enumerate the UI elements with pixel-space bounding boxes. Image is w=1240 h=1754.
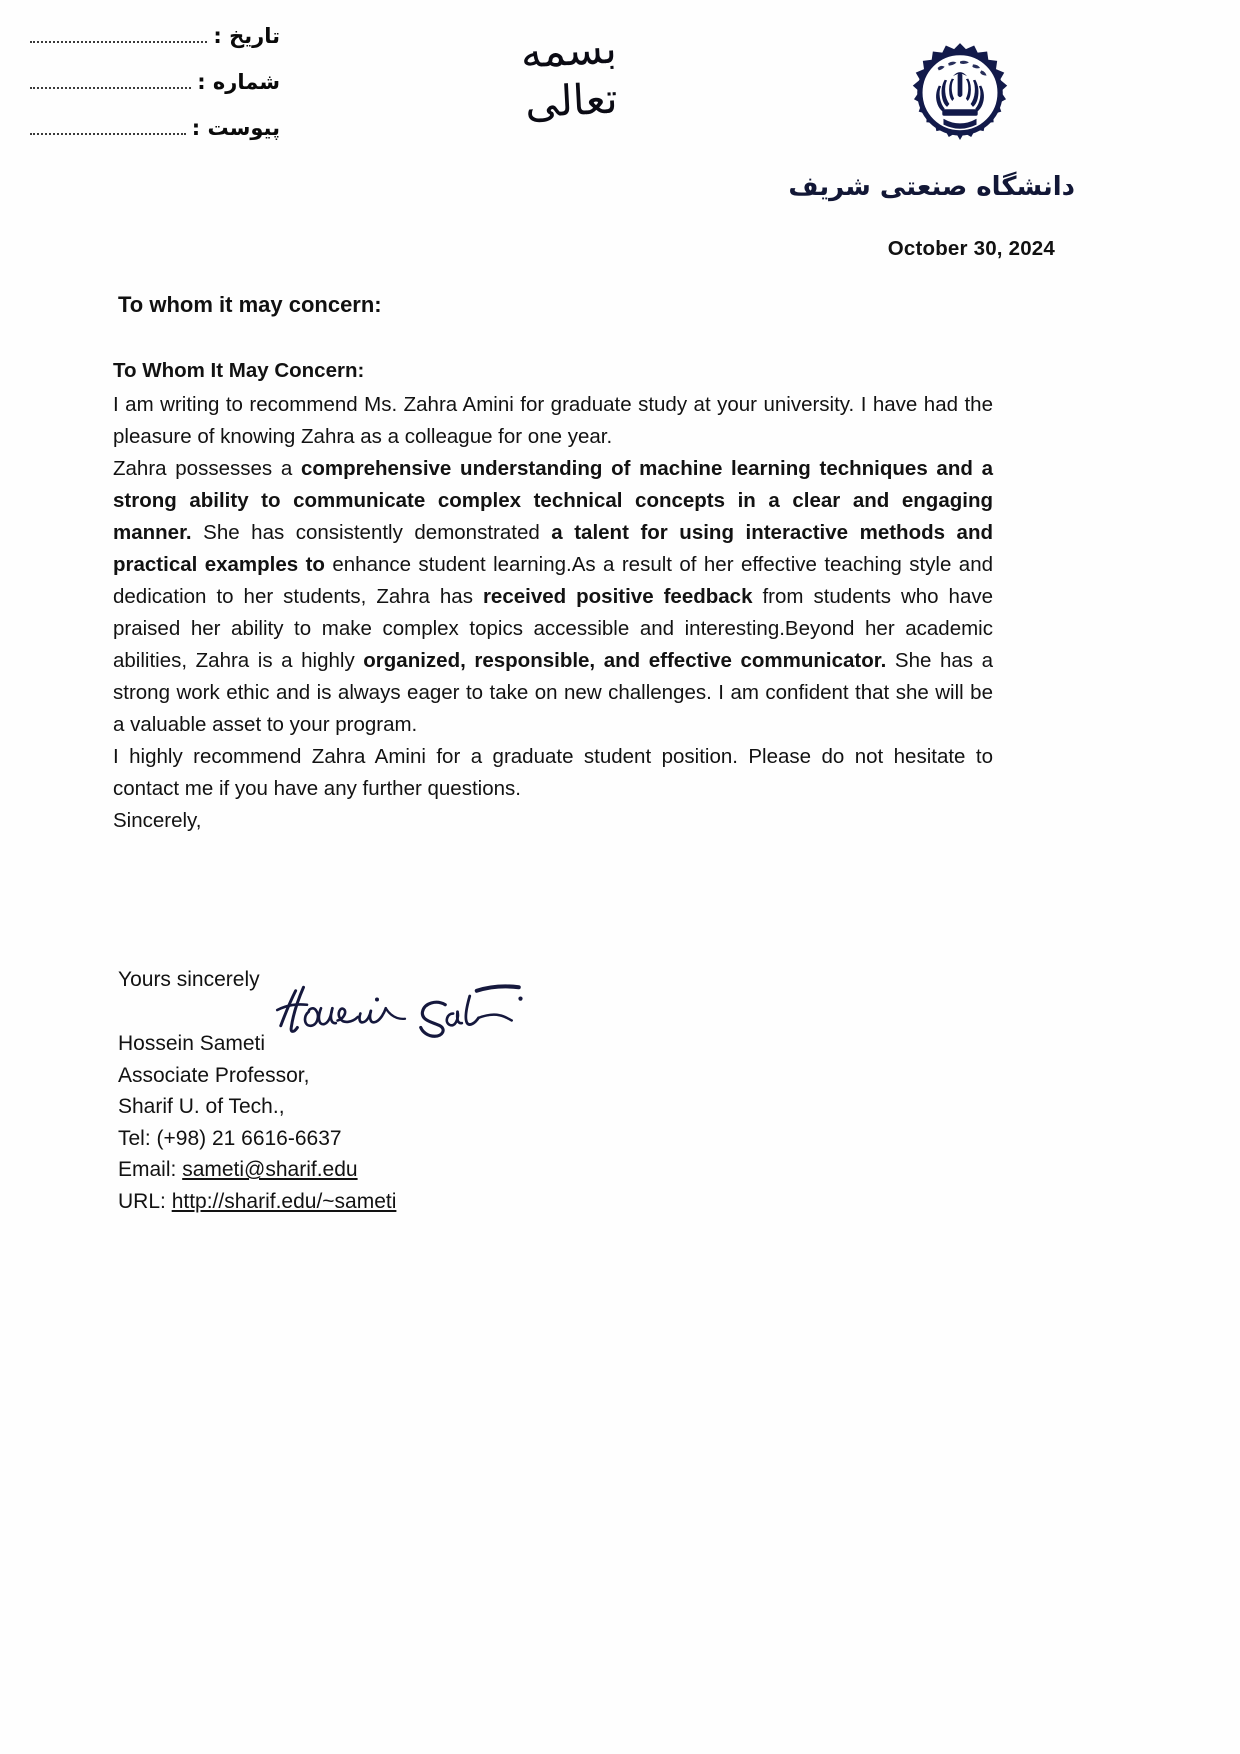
- text-run: Zahra possesses a: [113, 457, 301, 480]
- bismillah-calligraphy: بسمه تعالی: [519, 23, 619, 128]
- signer-affiliation: Sharif U. of Tech.,: [118, 1095, 285, 1118]
- salutation-heading: To whom it may concern:: [118, 292, 382, 317]
- signer-name: Hossein Sameti: [118, 1032, 266, 1055]
- signer-title: Associate Professor,: [118, 1063, 310, 1087]
- letterhead-label-attachment: پیوست :: [191, 116, 280, 140]
- emphasis-run: comprehensive understanding of machine learning techniques and a strong ability to communicate complex technical concepts in a clear and engaging manner.: [113, 457, 993, 544]
- text-run: She has consistently demonstrated: [191, 521, 552, 544]
- letterhead-dotted-line-attachment: [30, 130, 186, 135]
- letterhead-label-date: تاریخ :: [213, 24, 280, 48]
- university-name-fa: دانشگاه صنعتی شریف: [788, 172, 1075, 202]
- letterhead-field-date: [30, 24, 280, 70]
- emphasis-run: a talent for using interactive methods and practical examples to: [113, 521, 993, 576]
- body-salutation: To Whom It May Concern:: [113, 359, 365, 382]
- text-run: She has a strong work ethic and is always eager to take on new challenges. I am confident that she will be a valuable asset to your program.: [113, 649, 993, 736]
- body-paragraph-3: I highly recommend Zahra Amini for a graduate student position. Please do not hesitate to contact me if you have any further questions.: [113, 745, 993, 800]
- body-paragraph-2: [113, 453, 993, 741]
- sharif-university-gear-tulip-logo: [901, 42, 1019, 160]
- signer-email-row: [118, 1154, 396, 1186]
- university-logo-block: [788, 42, 1075, 202]
- letterhead-label-number: شماره :: [197, 70, 280, 94]
- emphasis-run: organized, responsible, and effective communicator.: [363, 649, 887, 672]
- letterhead-fields: [30, 24, 280, 162]
- emphasis-run: received positive feedback: [482, 585, 753, 608]
- letterhead-field-attachment: [30, 116, 280, 162]
- signer-url-row: [118, 1186, 396, 1218]
- signer-tel: Tel: (+98) 21 6616-6637: [118, 1126, 342, 1150]
- text-run: from students who have praised her ability to make complex topics accessible and interesting.Beyond her academic abilities, Zahra is a highly: [113, 585, 993, 672]
- letter-body: [113, 355, 993, 837]
- letterhead-dotted-line-number: [30, 84, 191, 89]
- text-run: enhance student learning.As a result of her effective teaching style and dedication to her students, Zahra has: [113, 553, 993, 608]
- signer-url-link[interactable]: http://sharif.edu/~sameti: [171, 1189, 397, 1213]
- letter-date: October 30, 2024: [887, 237, 1055, 260]
- yours-sincerely-label: Yours sincerely: [118, 968, 260, 991]
- signer-email-link[interactable]: sameti@sharif.edu: [182, 1158, 358, 1181]
- body-closing: Sincerely,: [113, 809, 202, 832]
- letterhead-field-number: [30, 70, 280, 116]
- signer-url-label: URL:: [118, 1189, 172, 1213]
- signer-email-label: Email:: [118, 1158, 183, 1181]
- body-paragraph-1: I am writing to recommend Ms. Zahra Amini for graduate study at your university. I have had the pleasure of knowing Zahra as a colleague for one year.: [113, 393, 993, 448]
- letterhead-dotted-line-date: [30, 38, 207, 43]
- signer-details: [118, 1028, 396, 1217]
